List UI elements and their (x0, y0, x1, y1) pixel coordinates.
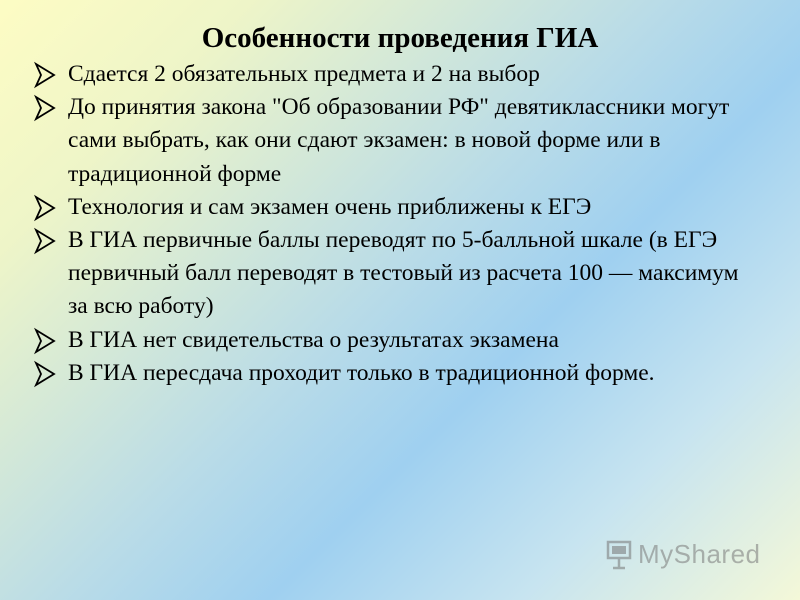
slide-title: Особенности проведения ГИА (201, 22, 599, 54)
bullet-text: В ГИА первичные баллы переводят по 5-балльной шкале (в ЕГЭ первичный балл переводят в тестовый из расчета 100 — максимум за всю работу) (68, 227, 739, 320)
arrow-bullet-icon (34, 327, 58, 355)
list-item (34, 357, 754, 390)
bullet-text: Сдается 2 обязательных предмета и 2 на выбор (68, 61, 540, 87)
list-item (34, 191, 754, 224)
arrow-bullet-icon (34, 61, 58, 89)
arrow-bullet-icon (34, 227, 58, 255)
watermark (604, 537, 761, 571)
bullet-text: В ГИА нет свидетельства о результатах экзамена (68, 326, 559, 353)
bullet-text: Технология и сам экзамен очень приближены к ЕГЭ (68, 193, 592, 220)
watermark-text: MyShared (638, 538, 761, 569)
list-item (34, 224, 754, 324)
list-item (34, 58, 754, 91)
arrow-bullet-icon (34, 360, 58, 388)
arrow-bullet-icon (34, 94, 58, 122)
bullet-list (34, 58, 754, 390)
arrow-bullet-icon (34, 194, 58, 222)
bullet-text: В ГИА пересдача проходит только в традиционной форме. (68, 359, 655, 386)
bullet-text: До принятия закона "Об образовании РФ" девятиклассники могут сами выбрать, как они сдают экзамен: в новой форме или в традиционной форме (68, 94, 730, 187)
list-item (34, 324, 754, 357)
list-item (34, 91, 754, 191)
presentation-board-icon (604, 538, 634, 570)
